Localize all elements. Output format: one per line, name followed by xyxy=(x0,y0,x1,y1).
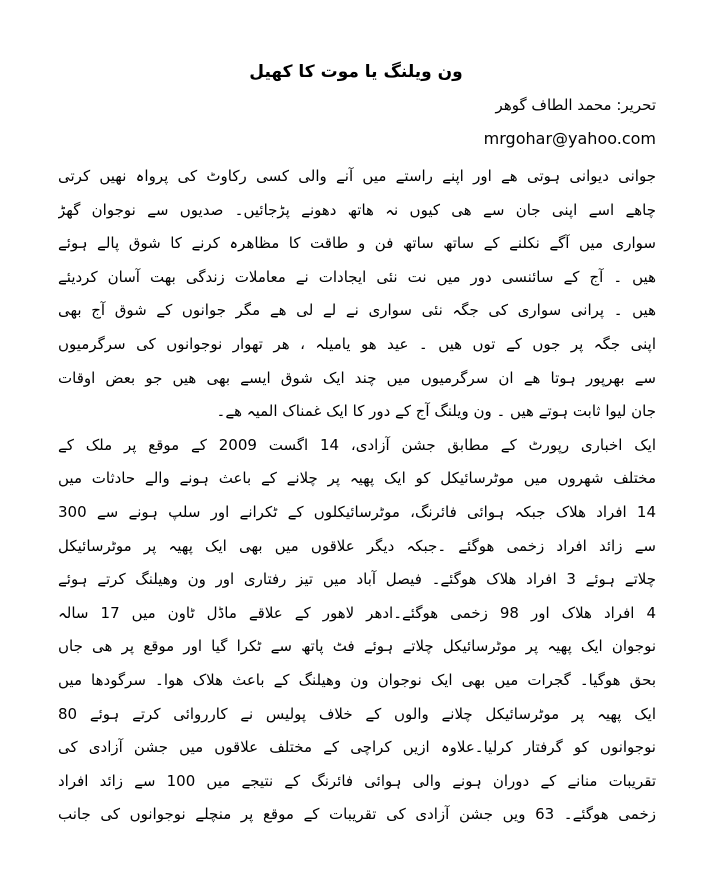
paragraph-1-line: جوانی دیوانی ہوتی ھے اور اپنے راستے میں آنے والی کسی رکاوٹ کی پرواہ نھیں کرتی xyxy=(58,167,656,185)
paragraph-2-line: نوجوانوں کو گرفتار کرلیا۔علاوہ ازیں کراچی کے مختلف علاقوں میں جشن آزادی کی xyxy=(58,738,656,757)
paragraph-2-line: تقریبات منانے کے دوران ہونے والی ہوائی فائرنگ کے نتیجے میں 100 سے زائد افراد xyxy=(58,771,656,790)
paragraph-1-line: چاھے اسے اپنی جان سے ھی کیوں نہ ھاتھ دھونے پڑجائیں۔ صدیوں سے نوجوان گھڑ xyxy=(58,200,656,219)
paragraph-2-line: 4 افراد ھلاک اور 98 زخمی ھوگئے۔ادھر لاھور کے علاقے ماڈل ٹاون میں 17 سالہ xyxy=(58,603,656,622)
paragraph-2-line: نوجوان ایک پھیہ پر موٹرسائیکل چلاتے ہوئے فٹ پاتھ سے ٹکرا گیا اور موقع پر ھی جاں xyxy=(58,637,656,656)
article-body xyxy=(58,160,656,832)
paragraph-2-line: ایک اخباری رپورٹ کے مطابق جشن آزادی، 14 اگست 2009 کے موقع پر ملک کے xyxy=(58,435,656,454)
paragraph-2-line: زخمی ھوگئے۔ 63 ویں جشن آزادی کی تقریبات کے موقع پر منچلے نوجوانوں کی جانب xyxy=(58,805,656,824)
author-email: mrgohar@yahoo.com xyxy=(483,129,656,148)
paragraph-2-line: 14 افراد ھلاک جبکہ ہوائی فائرنگ، موٹرسائیکلوں کے ٹکرانے اور سلپ ہونے سے 300 xyxy=(58,502,656,521)
paragraph-1-line: سے بھرپور ہوتا ھے ان سرگرمیوں میں چند ایک شوق ایسے بھی ھیں جو بعض اوقات xyxy=(58,368,656,387)
article-title: ون ویلنگ یا موت کا کھیل xyxy=(249,62,463,82)
paragraph-1-line: سواری میں آگے نکلنے کے ساتھ ساتھ فن و طاقت کا مظاھرہ کرنے کا شوق پالے ہوئے xyxy=(58,234,656,253)
paragraph-2-line: سے زائد افراد زخمی ھوگئے ۔جبکہ دیگر علاقوں میں بھی ایک پھیہ پر موٹرسائیکل xyxy=(58,536,656,555)
paragraph-1-line: اپنی جگہ پر جوں کے توں ھیں ۔ عید ھو یامیلہ ، ھر تھوار نوجوانوں کی سرگرمیوں xyxy=(58,334,656,353)
paragraph-2-line: چلاتے ہوئے 3 افراد ھلاک ھوگئے۔ فیصل آباد میں تیز رفتاری اور ون وھیلنگ کرتے ہوئے xyxy=(58,570,656,589)
paragraph-1-line: جان لیوا ثابت ہوتے ھیں ۔ ون ویلنگ آج کے دور کا ایک غمناک المیہ ھے۔ xyxy=(216,402,656,421)
paragraph-1-line: ھیں ۔ آج کے سائنسی دور میں نت نئی ایجادات نے معاملات زندگی بھت آسان کردیئے xyxy=(58,267,656,286)
author-line: تحریر: محمد الطاف گوھر xyxy=(495,96,656,114)
paragraph-2-line: مختلف شھروں میں موٹرسائیکل کو ایک پھیہ پر چلانے کے باعث ہونے والے حادثات میں xyxy=(58,469,656,488)
paragraph-2-line: بحق ھوگیا۔ گجرات میں بھی ایک نوجوان ون وھیلنگ کے باعث ھلاک ھوا۔ سرگودھا میں xyxy=(58,670,656,689)
paragraph-1-line: ھیں ۔ پرانی سواری کی جگہ نئی سواری نے لے لی ھے مگر جوانوں کے شوق آج بھی xyxy=(58,301,656,320)
paragraph-2-line: ایک پھیہ پر موٹرسائیکل چلانے والوں کے خلاف پولیس نے کارروائی کرتے ہوئے 80 xyxy=(58,704,656,723)
